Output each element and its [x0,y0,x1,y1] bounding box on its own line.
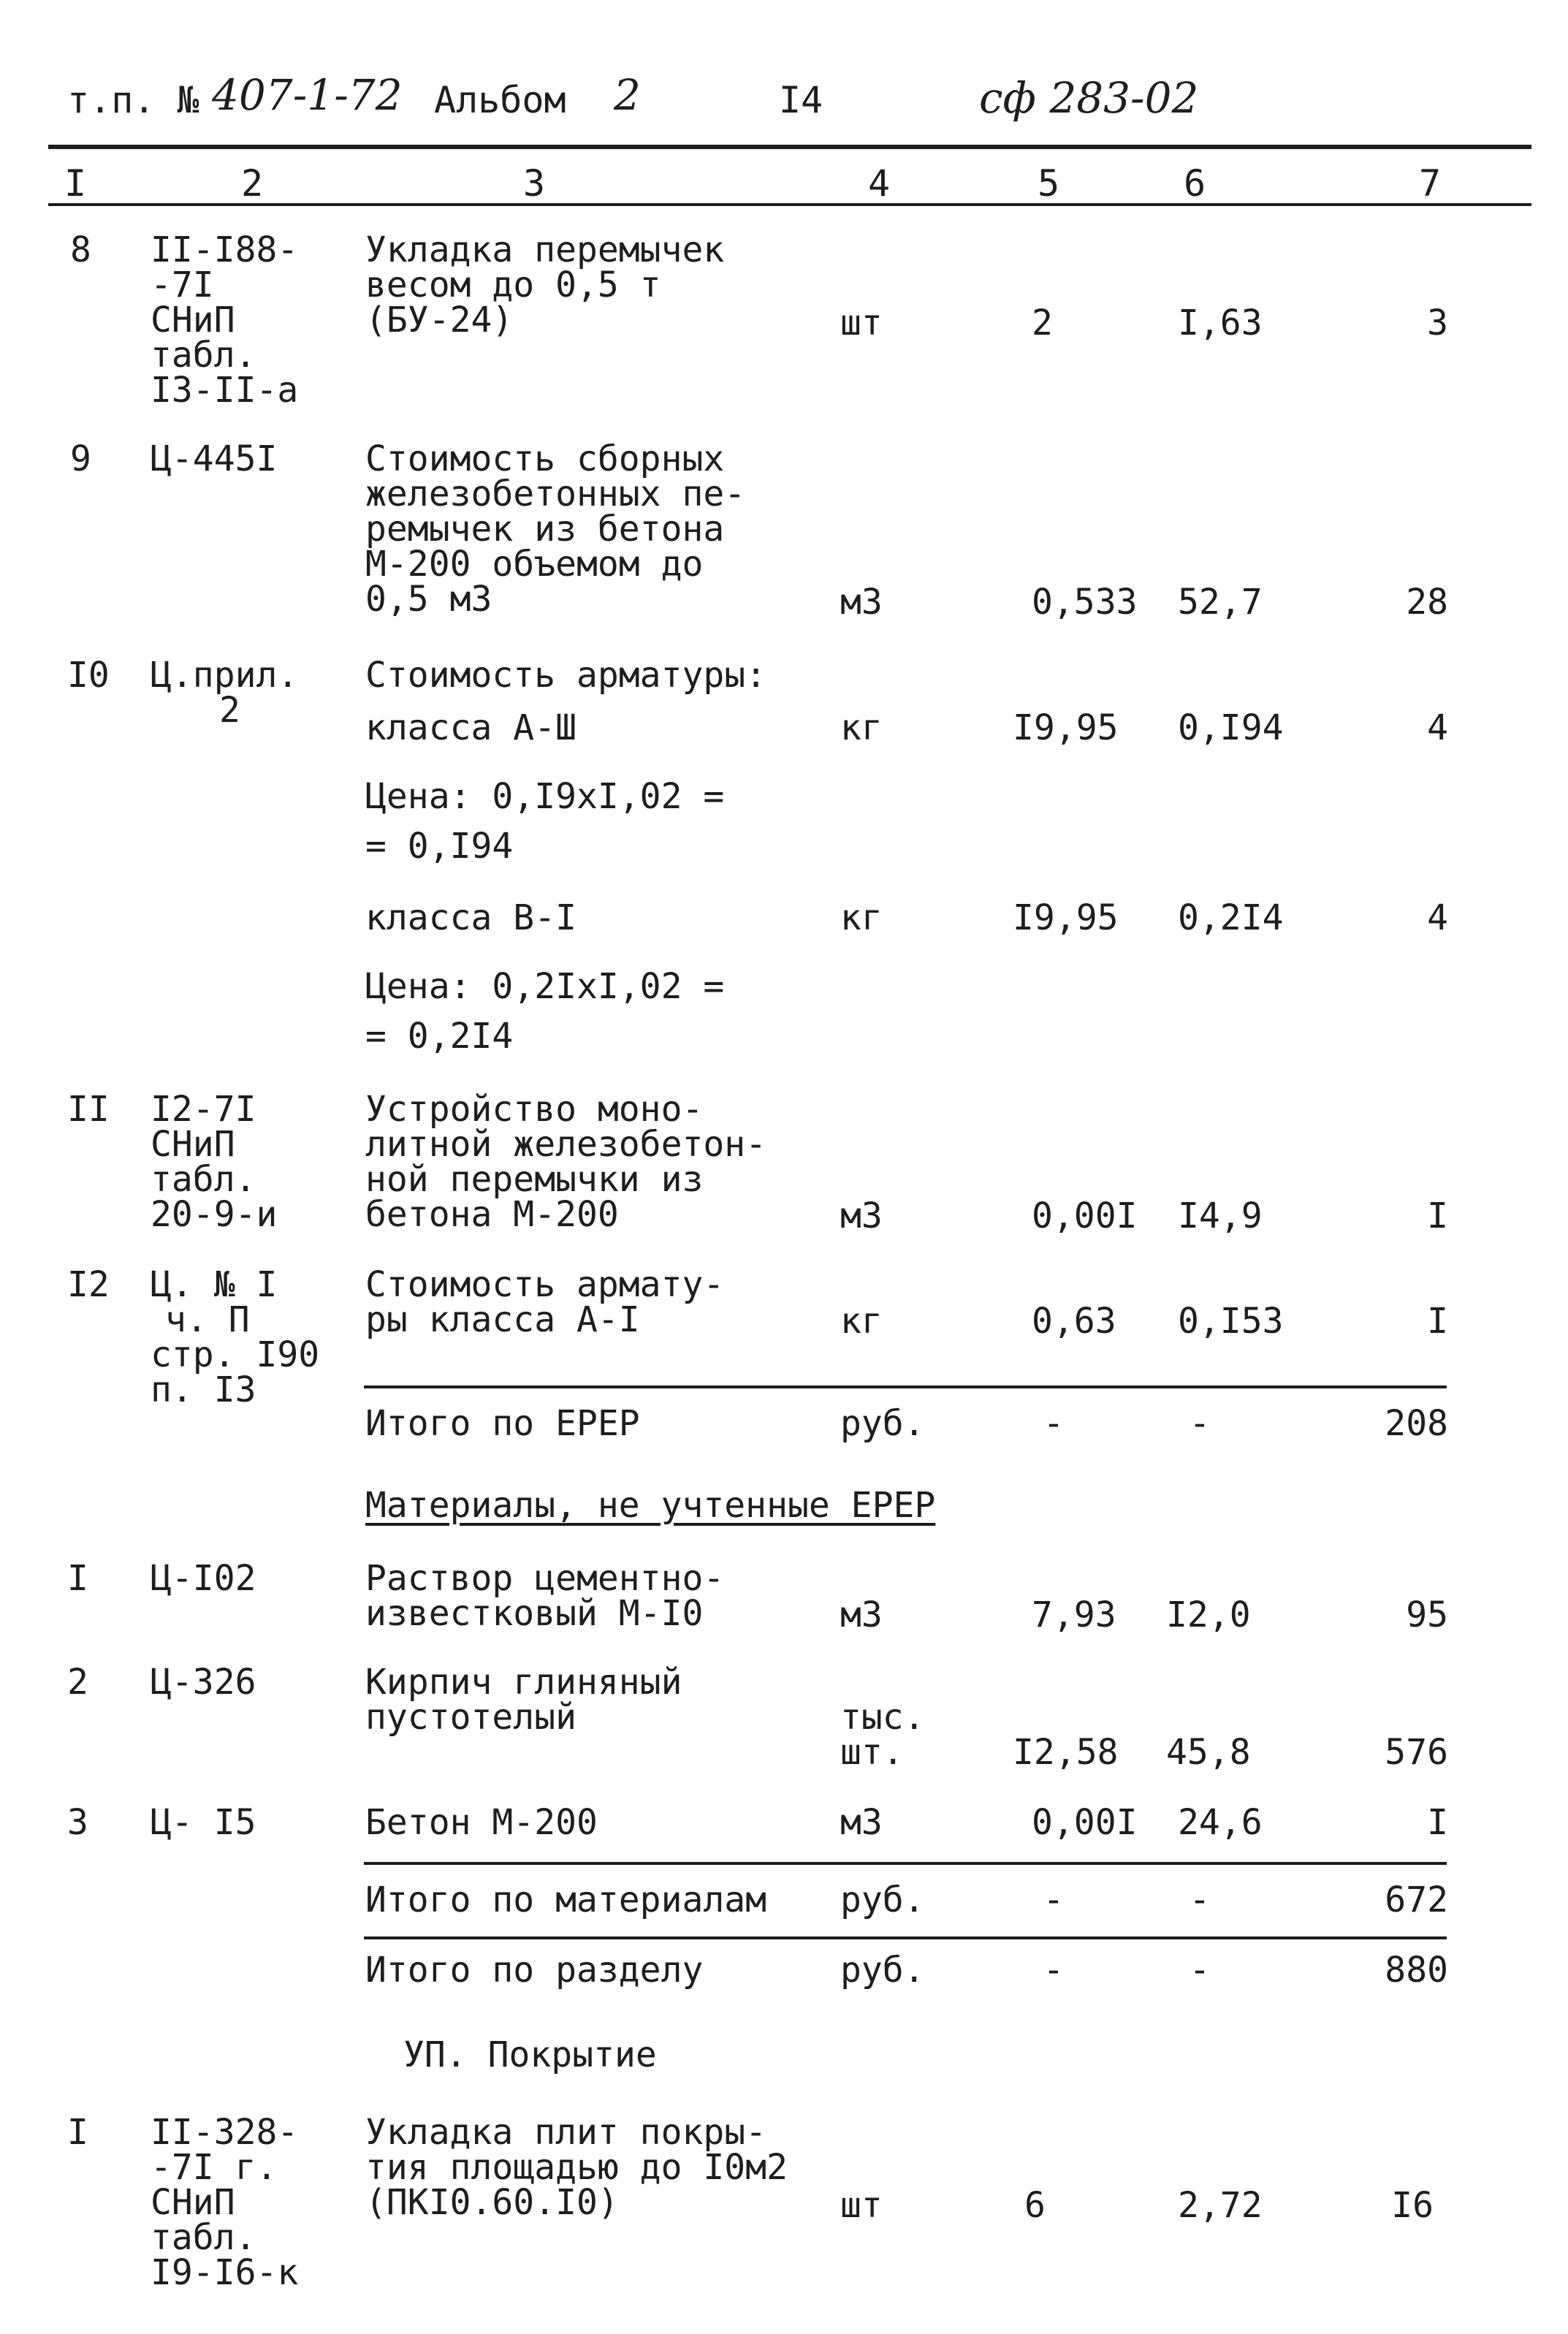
row-total: 4 [1427,707,1448,748]
row-quantity: I2,58 [1013,1732,1119,1773]
column-number: 2 [241,162,264,205]
row-name-line: бетона М-200 [365,1194,619,1235]
row-name-line: железобетонных пе- [365,474,746,514]
row-price: 52,7 [1178,582,1263,623]
row-quantity: I9,95 [1013,897,1119,938]
row-name-line: 0,5 м3 [365,579,492,620]
header-rule-top [48,145,1531,149]
row-name-line: весом до 0,5 т [365,265,661,305]
row-code-line: Ц-445I [151,438,278,479]
row-code-line: СНиП [151,300,235,341]
section-heading-text: УП. Покрытие [403,2034,657,2075]
row-quantity: - [1043,1403,1065,1444]
row-quantity: - [1043,1950,1065,1991]
row-name-line: ремычек из бетона [365,509,725,550]
row-code-line: I2-7I [151,1089,256,1130]
row-name-line: ной перемычки из [365,1159,704,1200]
column-number: 5 [1038,162,1060,205]
row-number: I2 [67,1264,110,1305]
row-unit: м3 [840,1802,883,1843]
row-name-line: Кирпич глиняный [365,1662,682,1703]
column-number: 7 [1419,162,1442,205]
row-total: 880 [1385,1950,1448,1991]
row-total: 576 [1385,1732,1448,1773]
row-price: I4,9 [1178,1195,1263,1236]
row-price: 0,2I4 [1178,897,1284,938]
section-heading-text: Материалы, не учтенные ЕРЕР [365,1485,936,1526]
row-name-line: М-200 объемом до [365,544,704,585]
row-unit: м3 [840,1195,883,1236]
row-quantity: 2 [1032,303,1053,343]
row-price: 24,6 [1178,1802,1263,1843]
page-number: I4 [779,79,823,121]
row-unit: кг [840,707,883,748]
row-code-line: СНиП [151,1124,235,1165]
row-name-line: Раствор цементно- [365,1558,725,1599]
row-name-line: Цена: 0,2IхI,02 = [365,966,725,1007]
row-price: 0,I94 [1178,707,1284,748]
row-name-line: Устройство моно- [365,1089,704,1130]
row-name-line: известковый М-I0 [365,1593,704,1634]
row-price: 2,72 [1178,2185,1263,2226]
row-name-line: Укладка перемычек [365,229,725,270]
row-name-line: Итого по ЕРЕР [365,1403,640,1444]
row-number: I [67,1558,88,1599]
row-code-line: табл. [151,1159,256,1200]
row-name-line: Цена: 0,I9хI,02 = [365,776,725,817]
row-price: - [1189,1403,1211,1444]
row-total: I6 [1391,2185,1434,2226]
row-code-line: Ц. № I [151,1264,278,1305]
row-unit: кг [840,897,883,938]
row-unit: шт. [840,1732,904,1773]
row-name-line: Стоимость арматуры: [365,655,767,696]
row-code-line: -7I г. [151,2147,278,2188]
subtotal-rule [364,1862,1447,1865]
row-total: 28 [1406,582,1448,623]
row-code-line: Ц.прил. [151,655,299,696]
row-code-line: табл. [151,2217,256,2258]
row-price: 45,8 [1166,1732,1251,1773]
row-number: 9 [70,438,91,479]
row-code-line: стр. I90 [151,1334,320,1375]
row-price: - [1189,1950,1211,1991]
row-number: I0 [67,655,110,696]
row-price: I2,0 [1166,1594,1251,1635]
sheet-code: сф 283-02 [979,73,1199,123]
row-code-line: Ц-I02 [151,1558,256,1599]
row-unit: руб. [840,1879,925,1920]
project-number: 407-1-72 [212,70,403,120]
row-name-line: Стоимость сборных [365,438,725,479]
row-quantity: 0,00I [1032,1195,1138,1236]
row-price: I,63 [1178,303,1263,343]
row-total: 672 [1385,1879,1448,1920]
row-code-line: II-328- [151,2112,299,2153]
project-prefix: т.п. № [67,79,199,121]
row-code-line: табл. [151,335,256,376]
row-unit: шт [840,2185,883,2226]
album-label: Альбом [434,79,566,121]
row-code-line: Ц- I5 [151,1802,256,1843]
row-unit: м3 [840,1594,883,1635]
row-code-line: Ц-326 [151,1662,256,1703]
row-name-line: тия площадью до I0м2 [365,2147,788,2188]
row-quantity: 6 [1024,2185,1046,2226]
row-quantity: 0,533 [1032,582,1138,623]
row-name-line: Бетон М-200 [365,1802,598,1843]
subtotal-rule [364,1936,1447,1939]
row-code-line: 20-9-и [151,1194,278,1235]
row-name-line: Итого по разделу [365,1950,704,1991]
row-total: 95 [1406,1594,1448,1635]
row-code-line: п. I3 [151,1369,256,1410]
row-name-line: = 0,I94 [365,826,514,867]
row-total: 3 [1427,303,1448,343]
row-number: I [67,2112,88,2153]
row-quantity: 7,93 [1032,1594,1116,1635]
row-code-line: II-I88- [151,229,299,270]
row-number: 3 [67,1802,88,1843]
row-name-line: (ПКI0.60.I0) [365,2182,619,2223]
row-quantity: I9,95 [1013,707,1119,748]
column-number: I [64,162,87,205]
row-total: I [1427,1802,1448,1843]
row-unit: шт [840,303,883,343]
row-unit: руб. [840,1950,925,1991]
row-price: 0,I53 [1178,1301,1284,1342]
row-total: I [1427,1301,1448,1342]
subtotal-rule [364,1385,1447,1388]
row-name-line: Стоимость армату- [365,1264,725,1305]
row-name-line: (БУ-24) [365,300,514,341]
row-number: 2 [67,1662,88,1703]
row-name-line: класса В-I [365,897,576,938]
row-code-line: I3-II-а [151,370,299,411]
row-total: I [1427,1195,1448,1236]
row-quantity: 0,63 [1032,1301,1116,1342]
row-code-line: -7I [151,265,214,305]
row-number: II [67,1089,110,1130]
row-unit: тыс. [840,1697,925,1738]
row-quantity: - [1043,1879,1065,1920]
row-unit: кг [840,1301,883,1342]
row-code-line: 2 [219,690,240,731]
row-price: - [1189,1879,1211,1920]
row-number: 8 [70,229,91,270]
row-unit: руб. [840,1403,925,1444]
column-number: 4 [868,162,891,205]
column-number: 6 [1184,162,1206,205]
row-name-line: Итого по материалам [365,1879,767,1920]
row-code-line: I9-I6-к [151,2252,299,2293]
row-code-line: ч. П [165,1299,250,1340]
row-name-line: = 0,2I4 [365,1016,514,1057]
row-total: 208 [1385,1403,1448,1444]
row-name-line: литной железобетон- [365,1124,767,1165]
row-name-line: ры класса А-I [365,1299,640,1340]
row-name-line: класса А-Ш [365,707,576,748]
row-total: 4 [1427,897,1448,938]
row-unit: м3 [840,582,883,623]
row-name-line: Укладка плит покры- [365,2112,767,2153]
row-name-line: пустотелый [365,1697,576,1738]
row-code-line: СНиП [151,2182,235,2223]
album-number: 2 [614,70,641,120]
header-rule-bottom [48,203,1531,206]
row-quantity: 0,00I [1032,1802,1138,1843]
column-number: 3 [523,162,546,205]
